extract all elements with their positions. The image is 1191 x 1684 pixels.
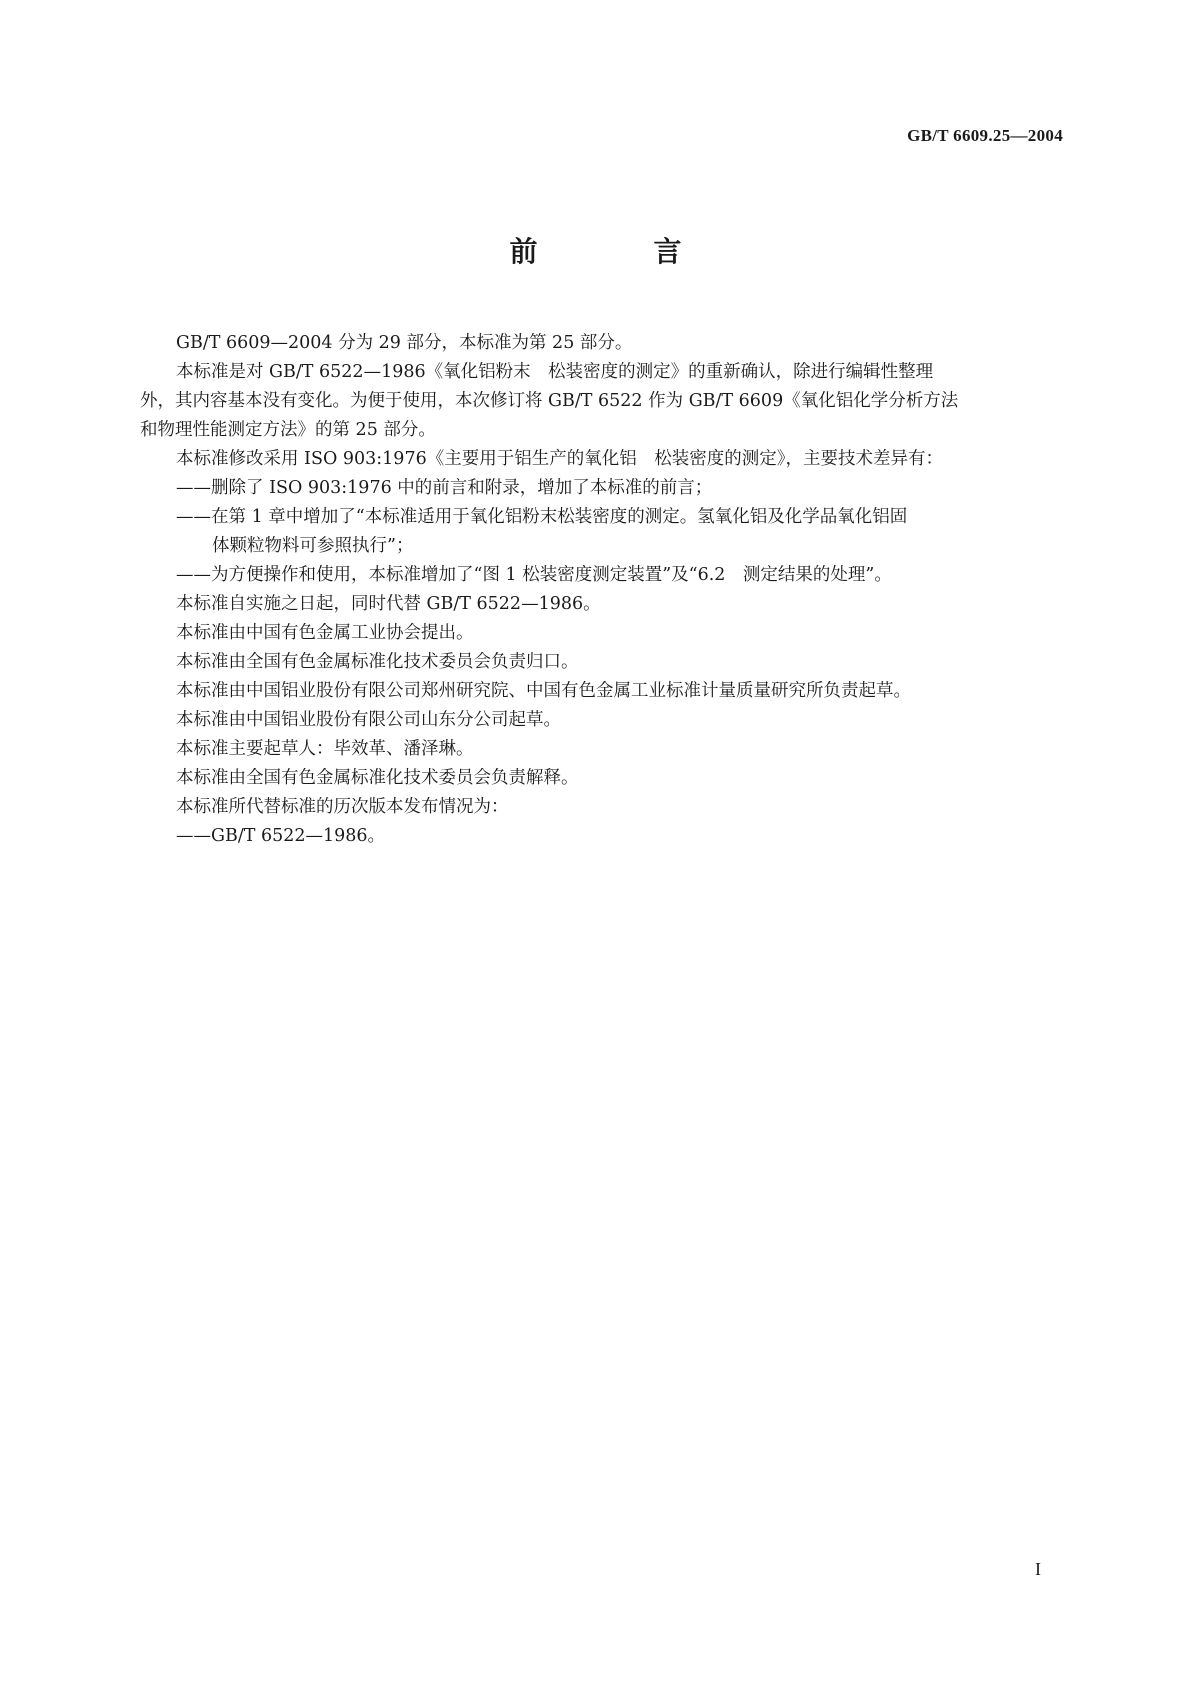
paragraph-parts: GB/T 6609—2004 分为 29 部分，本标准为第 25 部分。 bbox=[176, 333, 633, 353]
paragraph-line: 外，其内容基本没有变化。为便于使用，本次修订将 GB/T 6522 作为 GB/T 6609《氧化铝化学分析方法 bbox=[140, 391, 959, 411]
paragraph-drafted-by-branch: 本标准由中国铝业股份有限公司山东分公司起草。 bbox=[176, 710, 561, 730]
paragraph-iso-adoption: 本标准修改采用 ISO 903:1976《主要用于铝生产的氧化铝 松装密度的测定》，主要技术差异有： bbox=[176, 449, 943, 469]
paragraph-reconfirmation bbox=[140, 358, 1056, 445]
page-title: 前 言 bbox=[509, 235, 726, 268]
page-number: I bbox=[1035, 1559, 1041, 1579]
list-item: ——GB/T 6522—1986。 bbox=[176, 826, 386, 846]
list-item: ——删除了 ISO 903:1976 中的前言和附录，增加了本标准的前言； bbox=[176, 478, 713, 498]
list-item bbox=[176, 503, 1056, 561]
document-body bbox=[140, 329, 1056, 851]
list-item-line: ——在第 1 章中增加了“本标准适用于氧化铝粉末松装密度的测定。氢氧化铝及化学品氧化铝固 bbox=[176, 507, 908, 527]
paragraph-drafted-by: 本标准由中国铝业股份有限公司郑州研究院、中国有色金属工业标准计量质量研究所负责起草。 bbox=[176, 681, 911, 701]
paragraph-previous-editions: 本标准所代替标准的历次版本发布情况为： bbox=[176, 797, 509, 817]
paragraph-line: 和物理性能测定方法》的第 25 部分。 bbox=[140, 420, 436, 440]
list-item: ——为方便操作和使用，本标准增加了“图 1 松装密度测定装置”及“6.2 测定结果的处理”。 bbox=[176, 565, 892, 585]
paragraph-replaces: 本标准自实施之日起，同时代替 GB/T 6522—1986。 bbox=[176, 594, 601, 614]
paragraph-proposed-by: 本标准由中国有色金属工业协会提出。 bbox=[176, 623, 474, 643]
paragraph-centralized-by: 本标准由全国有色金属标准化技术委员会负责归口。 bbox=[176, 652, 579, 672]
paragraph-drafters: 本标准主要起草人：毕效革、潘泽琳。 bbox=[176, 739, 474, 759]
list-item-line: 体颗粒物料可参照执行”； bbox=[212, 536, 414, 556]
paragraph-interpreted-by: 本标准由全国有色金属标准化技术委员会负责解释。 bbox=[176, 768, 579, 788]
standard-code-header: GB/T 6609.25—2004 bbox=[907, 126, 1063, 145]
paragraph-line: 本标准是对 GB/T 6522—1986《氧化铝粉末 松装密度的测定》的重新确认，除进行编辑性整理 bbox=[176, 362, 934, 382]
